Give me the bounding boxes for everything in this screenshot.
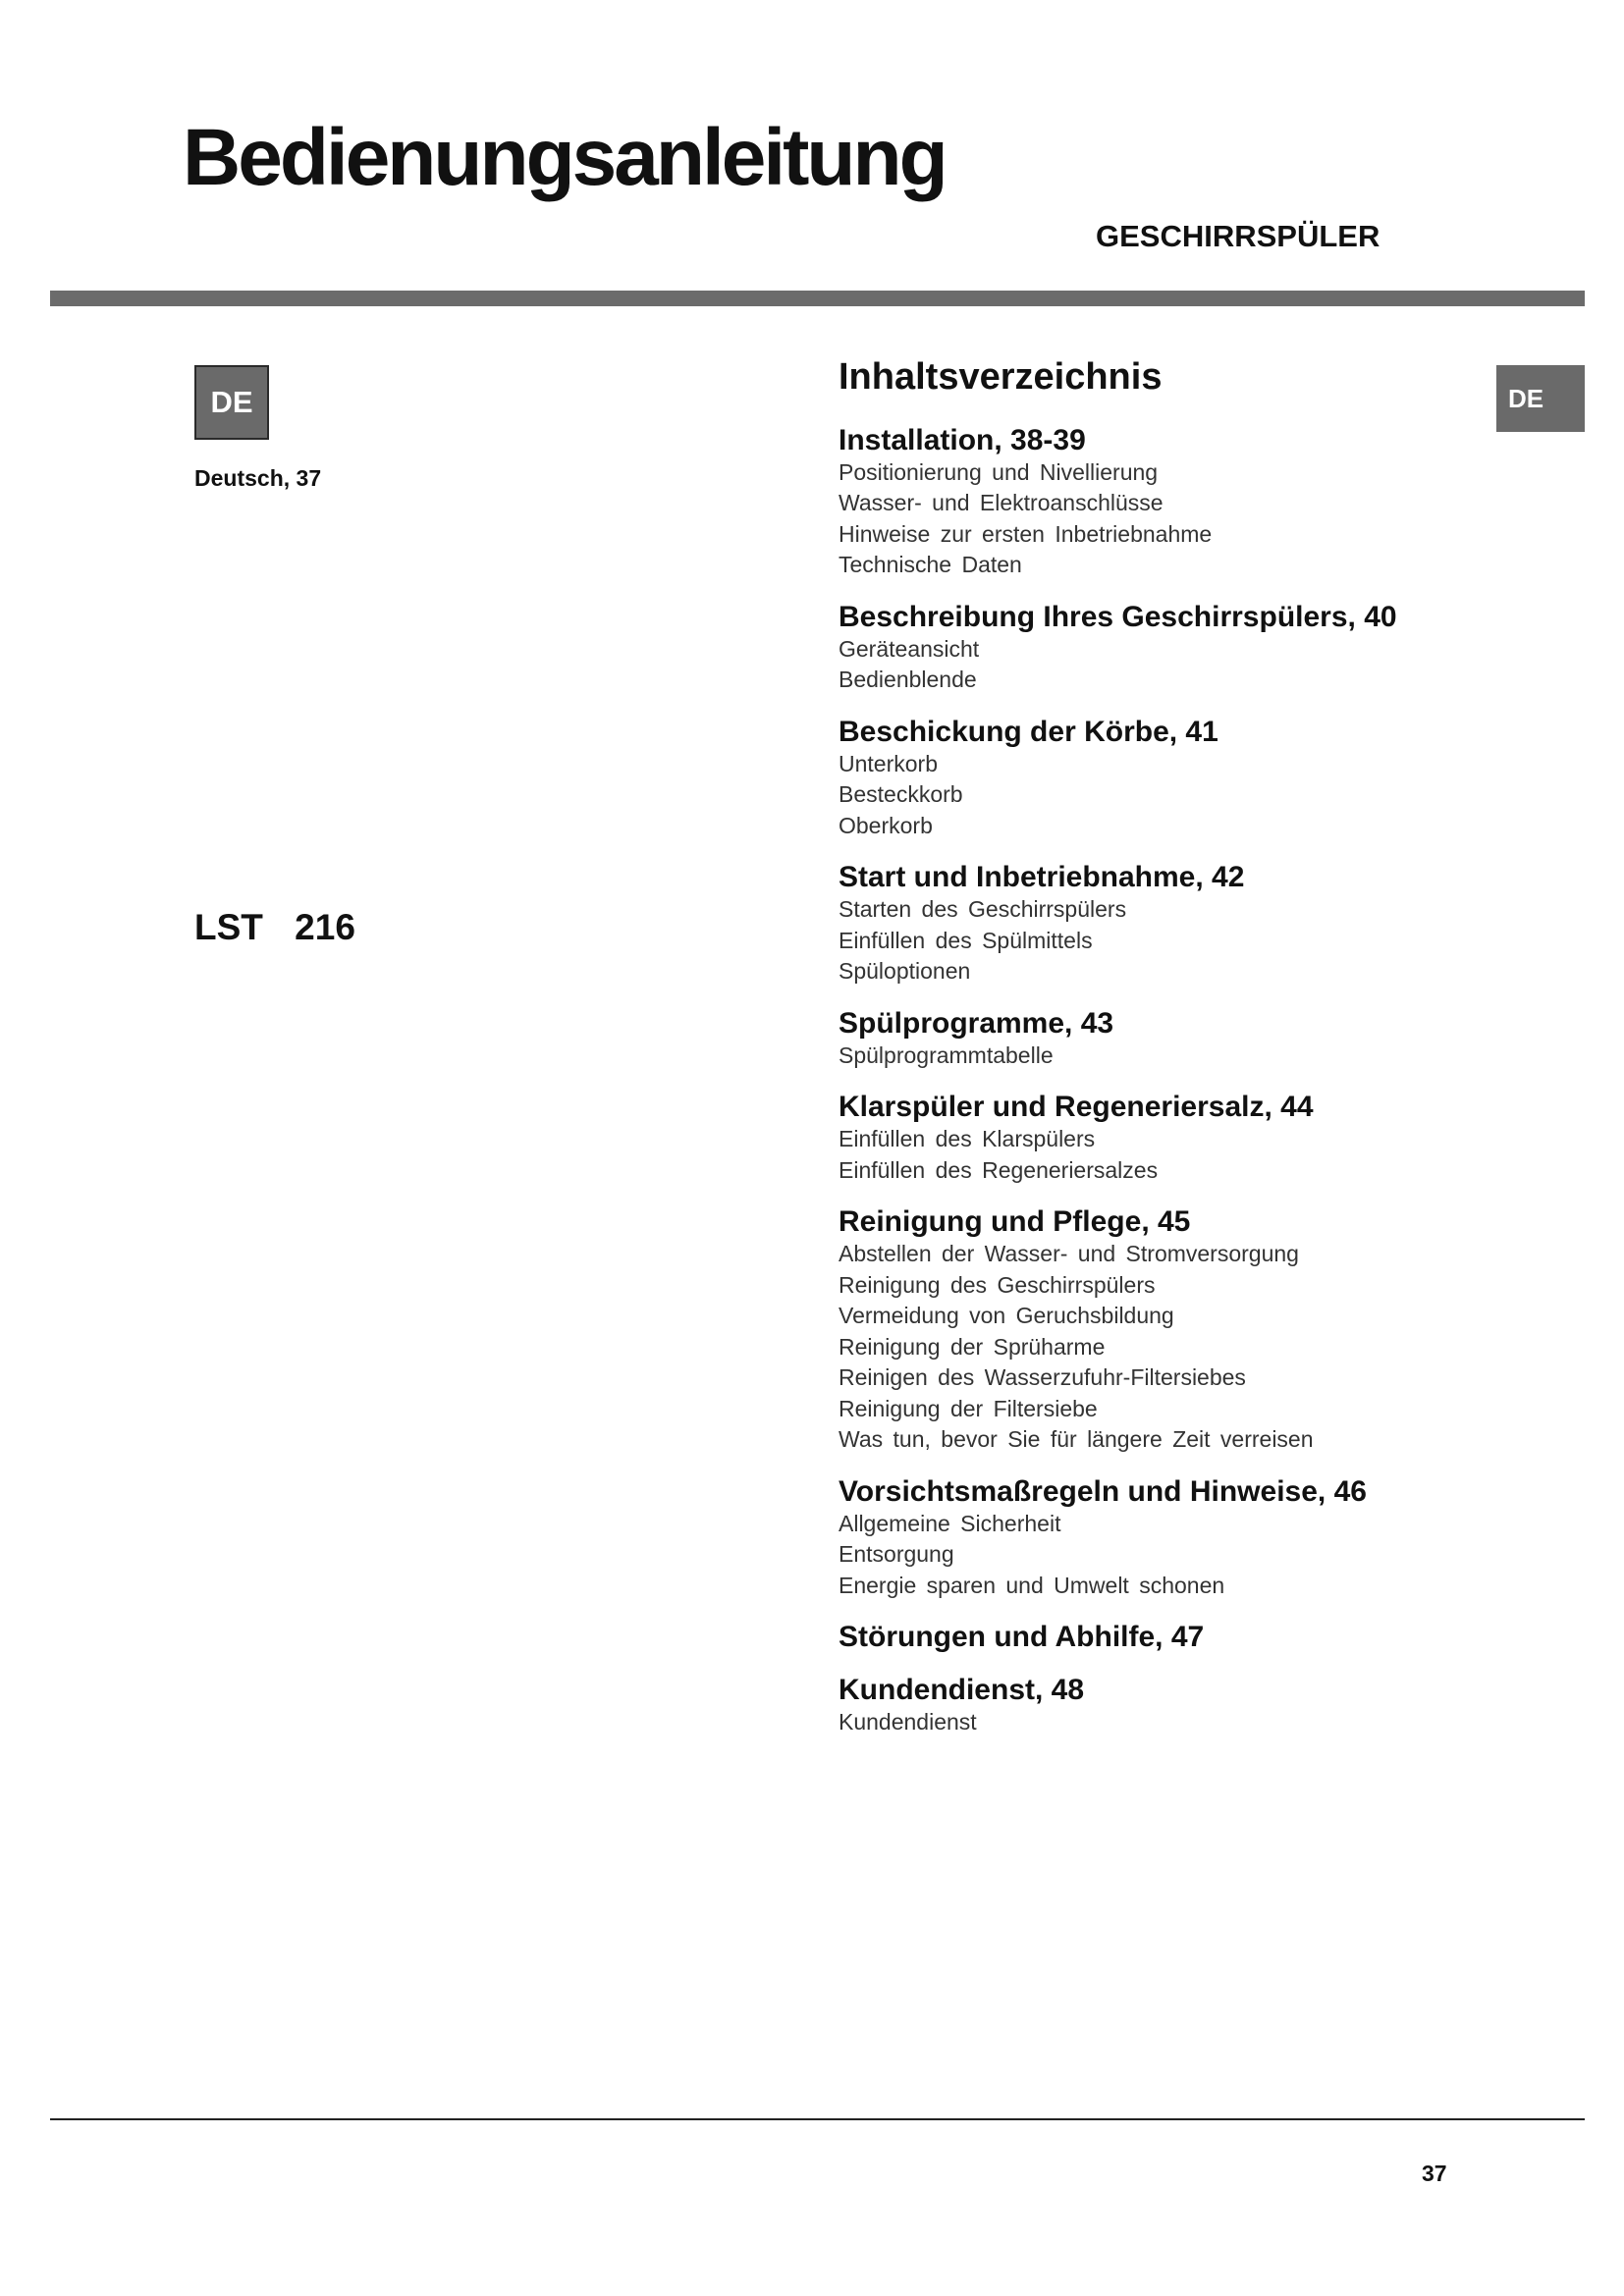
toc-section-title[interactable]: Reinigung und Pflege, 45 bbox=[839, 1205, 1191, 1239]
toc-item[interactable]: Technische Daten bbox=[839, 552, 1022, 578]
toc-section bbox=[839, 1091, 1585, 1186]
toc-heading: Inhaltsverzeichnis bbox=[839, 356, 1163, 398]
toc-section bbox=[839, 1475, 1585, 1602]
toc-item[interactable]: Geräteansicht bbox=[839, 635, 980, 662]
table-of-contents bbox=[839, 357, 1585, 1758]
document-subtitle: GESCHIRRSPÜLER bbox=[1096, 219, 1380, 253]
toc-section bbox=[839, 601, 1585, 696]
model-number: LST 216 bbox=[194, 907, 355, 947]
toc-section-title[interactable]: Beschickung der Körbe, 41 bbox=[839, 715, 1218, 748]
toc-section-title[interactable]: Installation, 38-39 bbox=[839, 423, 1086, 456]
language-badge-right: DE bbox=[1496, 365, 1585, 432]
toc-section-title[interactable]: Beschreibung Ihres Geschirrspülers, 40 bbox=[839, 600, 1397, 633]
toc-section-title[interactable]: Störungen und Abhilfe, 47 bbox=[839, 1621, 1205, 1654]
toc-section-title[interactable]: Klarspüler und Regeneriersalz, 44 bbox=[839, 1091, 1314, 1124]
toc-item[interactable]: Oberkorb bbox=[839, 812, 933, 838]
footer-divider bbox=[50, 2118, 1585, 2120]
toc-section bbox=[839, 1205, 1585, 1456]
toc-item[interactable]: Starten des Geschirrspülers bbox=[839, 896, 1127, 923]
toc-item[interactable]: Was tun, bevor Sie für längere Zeit verreisen bbox=[839, 1426, 1314, 1453]
language-badge-left: DE bbox=[194, 365, 269, 440]
toc-item[interactable]: Vermeidung von Geruchsbildung bbox=[839, 1303, 1174, 1329]
toc-item[interactable]: Hinweise zur ersten Inbetriebnahme bbox=[839, 520, 1213, 547]
toc-section-title[interactable]: Start und Inbetriebnahme, 42 bbox=[839, 861, 1245, 894]
toc-item[interactable]: Reinigung der Filtersiebe bbox=[839, 1395, 1098, 1421]
toc-item[interactable]: Energie sparen und Umwelt schonen bbox=[839, 1572, 1225, 1598]
toc-section bbox=[839, 861, 1585, 988]
toc-item[interactable]: Unterkorb bbox=[839, 750, 938, 776]
toc-item[interactable]: Einfüllen des Regeneriersalzes bbox=[839, 1156, 1159, 1183]
toc-item[interactable]: Spülprogrammtabelle bbox=[839, 1041, 1054, 1068]
toc-section bbox=[839, 1007, 1585, 1072]
toc-item[interactable]: Spüloptionen bbox=[839, 958, 971, 985]
language-entry[interactable]: Deutsch, 37 bbox=[194, 465, 322, 491]
toc-section bbox=[839, 1621, 1585, 1654]
toc-item[interactable]: Wasser- und Elektroanschlüsse bbox=[839, 490, 1164, 516]
toc-item[interactable]: Positionierung und Nivellierung bbox=[839, 458, 1159, 485]
toc-item[interactable]: Reinigung des Geschirrspülers bbox=[839, 1271, 1156, 1298]
toc-item[interactable]: Reinigung der Sprüharme bbox=[839, 1333, 1106, 1360]
toc-item[interactable]: Reinigen des Wasserzufuhr-Filtersiebes bbox=[839, 1364, 1246, 1391]
toc-item[interactable]: Besteckkorb bbox=[839, 781, 963, 808]
toc-item[interactable]: Allgemeine Sicherheit bbox=[839, 1510, 1061, 1536]
toc-section bbox=[839, 1674, 1585, 1738]
header-divider bbox=[50, 291, 1585, 306]
page-number: 37 bbox=[1422, 2161, 1447, 2186]
toc-sections bbox=[839, 424, 1585, 1738]
toc-section-title[interactable]: Vorsichtsmaßregeln und Hinweise, 46 bbox=[839, 1474, 1367, 1508]
toc-section bbox=[839, 716, 1585, 842]
toc-item[interactable]: Kundendienst bbox=[839, 1709, 977, 1735]
toc-item[interactable]: Abstellen der Wasser- und Stromversorgung bbox=[839, 1241, 1299, 1267]
toc-section-title[interactable]: Kundendienst, 48 bbox=[839, 1674, 1085, 1707]
toc-item[interactable]: Einfüllen des Klarspülers bbox=[839, 1126, 1096, 1152]
toc-section-title[interactable]: Spülprogramme, 43 bbox=[839, 1006, 1114, 1040]
toc-item[interactable]: Einfüllen des Spülmittels bbox=[839, 927, 1093, 953]
toc-section bbox=[839, 424, 1585, 581]
document-title: Bedienungsanleitung bbox=[183, 113, 946, 202]
toc-item[interactable]: Bedienblende bbox=[839, 667, 977, 693]
toc-item[interactable]: Entsorgung bbox=[839, 1541, 954, 1568]
